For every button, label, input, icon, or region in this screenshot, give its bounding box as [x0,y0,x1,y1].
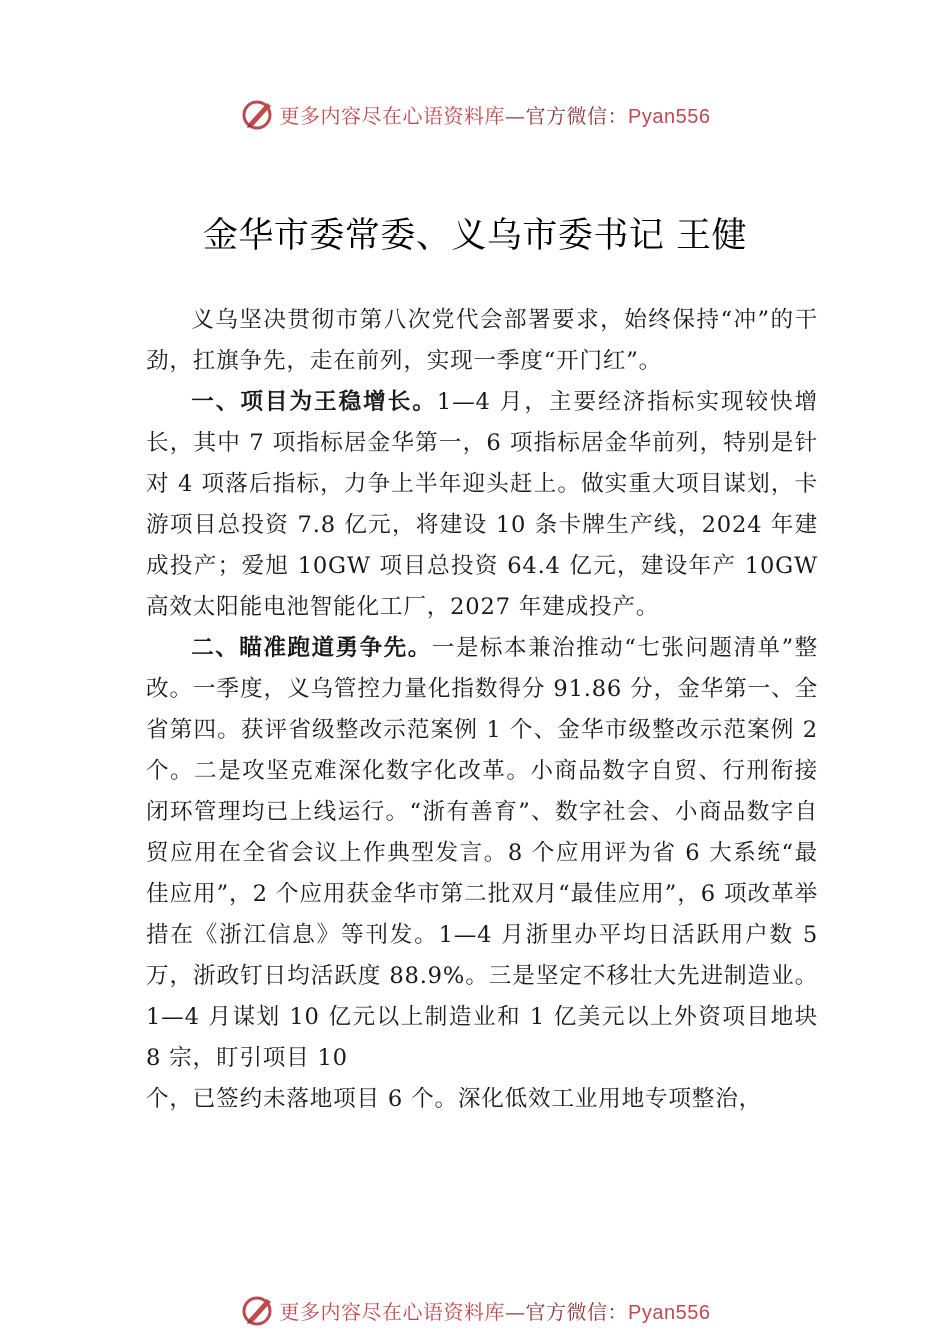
paragraph-text: 义乌坚决贯彻市第八次党代会部署要求，始终保持“冲”的干劲，扛旗争先，走在前列，实现一季度“开门红”。 [146,307,818,374]
banner-caption [280,100,711,129]
banner-text: 更多内容尽在心语资料库 [279,103,506,128]
paragraph-text: 个，已签约未落地项目 6 个。深化低效工业用地专项整治， [146,1086,762,1112]
paragraph-heading: 二、瞄准跑道勇争先。 [191,635,432,661]
banner-wechat-label: 官方微信： [525,1299,629,1324]
banner-wechat-id: Pyan556 [628,1301,711,1324]
banner-text: 更多内容尽在心语资料库 [279,1299,506,1324]
document-title: 金华市委常委、义乌市委书记 王健 [202,216,748,256]
paragraph-intro [146,300,818,382]
banner-wechat-id: Pyan556 [628,105,711,128]
banner-caption [280,1296,711,1325]
pen-logo-icon [240,96,276,132]
footer-banner [0,1290,950,1330]
paragraph-text: 1—4 月，主要经济指标实现较快增长，其中 7 项指标居金华第一，6 项指标居金华前列，特别是针对 4 项落后指标，力争上半年迎头赶上。做实重大项目谋划，卡游项目总投资 7.8 亿元，将建设 10 条卡牌生产线，2024 年建成投产；爱旭 10GW 项目总投资 64.4 亿元，建设年产 10GW 高效太阳能电池智能化工厂，2027 年建成投产。 [146,389,819,620]
banner-dash: — [505,103,526,128]
document-body [146,300,818,1120]
paragraph-section-2 [146,628,818,1079]
header-banner [0,94,950,134]
pen-logo-icon [240,1292,276,1328]
paragraph-text: 一是标本兼治推动“七张问题清单”整改。一季度，义乌管控力量化指数得分 91.86 分，金华第一、全省第四。获评省级整改示范案例 1 个、金华市级整改示范案例 2 个。二是攻坚克难深化数字化改革。小商品数字自贸、行刑衔接闭环管理均已上线运行。“浙有善育”、数字社会、小商品数字自贸应用在全省会议上作典型发言。8 个应用评为省 6 大系统“最佳应用”，2 个应用获金华市第二批双月“最佳应用”，6 项改革举措在《浙江信息》等刊发。1—4 月浙里办平均日活跃用户数 5 万，浙政钉日均活跃度 88.9%。三是坚定不移壮大先进制造业。1—4 月谋划 10 亿元以上制造业和 1 亿美元以上外资项目地块 8 宗，盯引项目 10 [146,635,818,1071]
banner-wechat-label: 官方微信： [525,103,629,128]
banner-dash: — [505,1299,526,1324]
paragraph-continuation [146,1079,818,1120]
paragraph-section-1 [146,382,818,628]
paragraph-heading: 一、项目为王稳增长。 [191,389,437,415]
